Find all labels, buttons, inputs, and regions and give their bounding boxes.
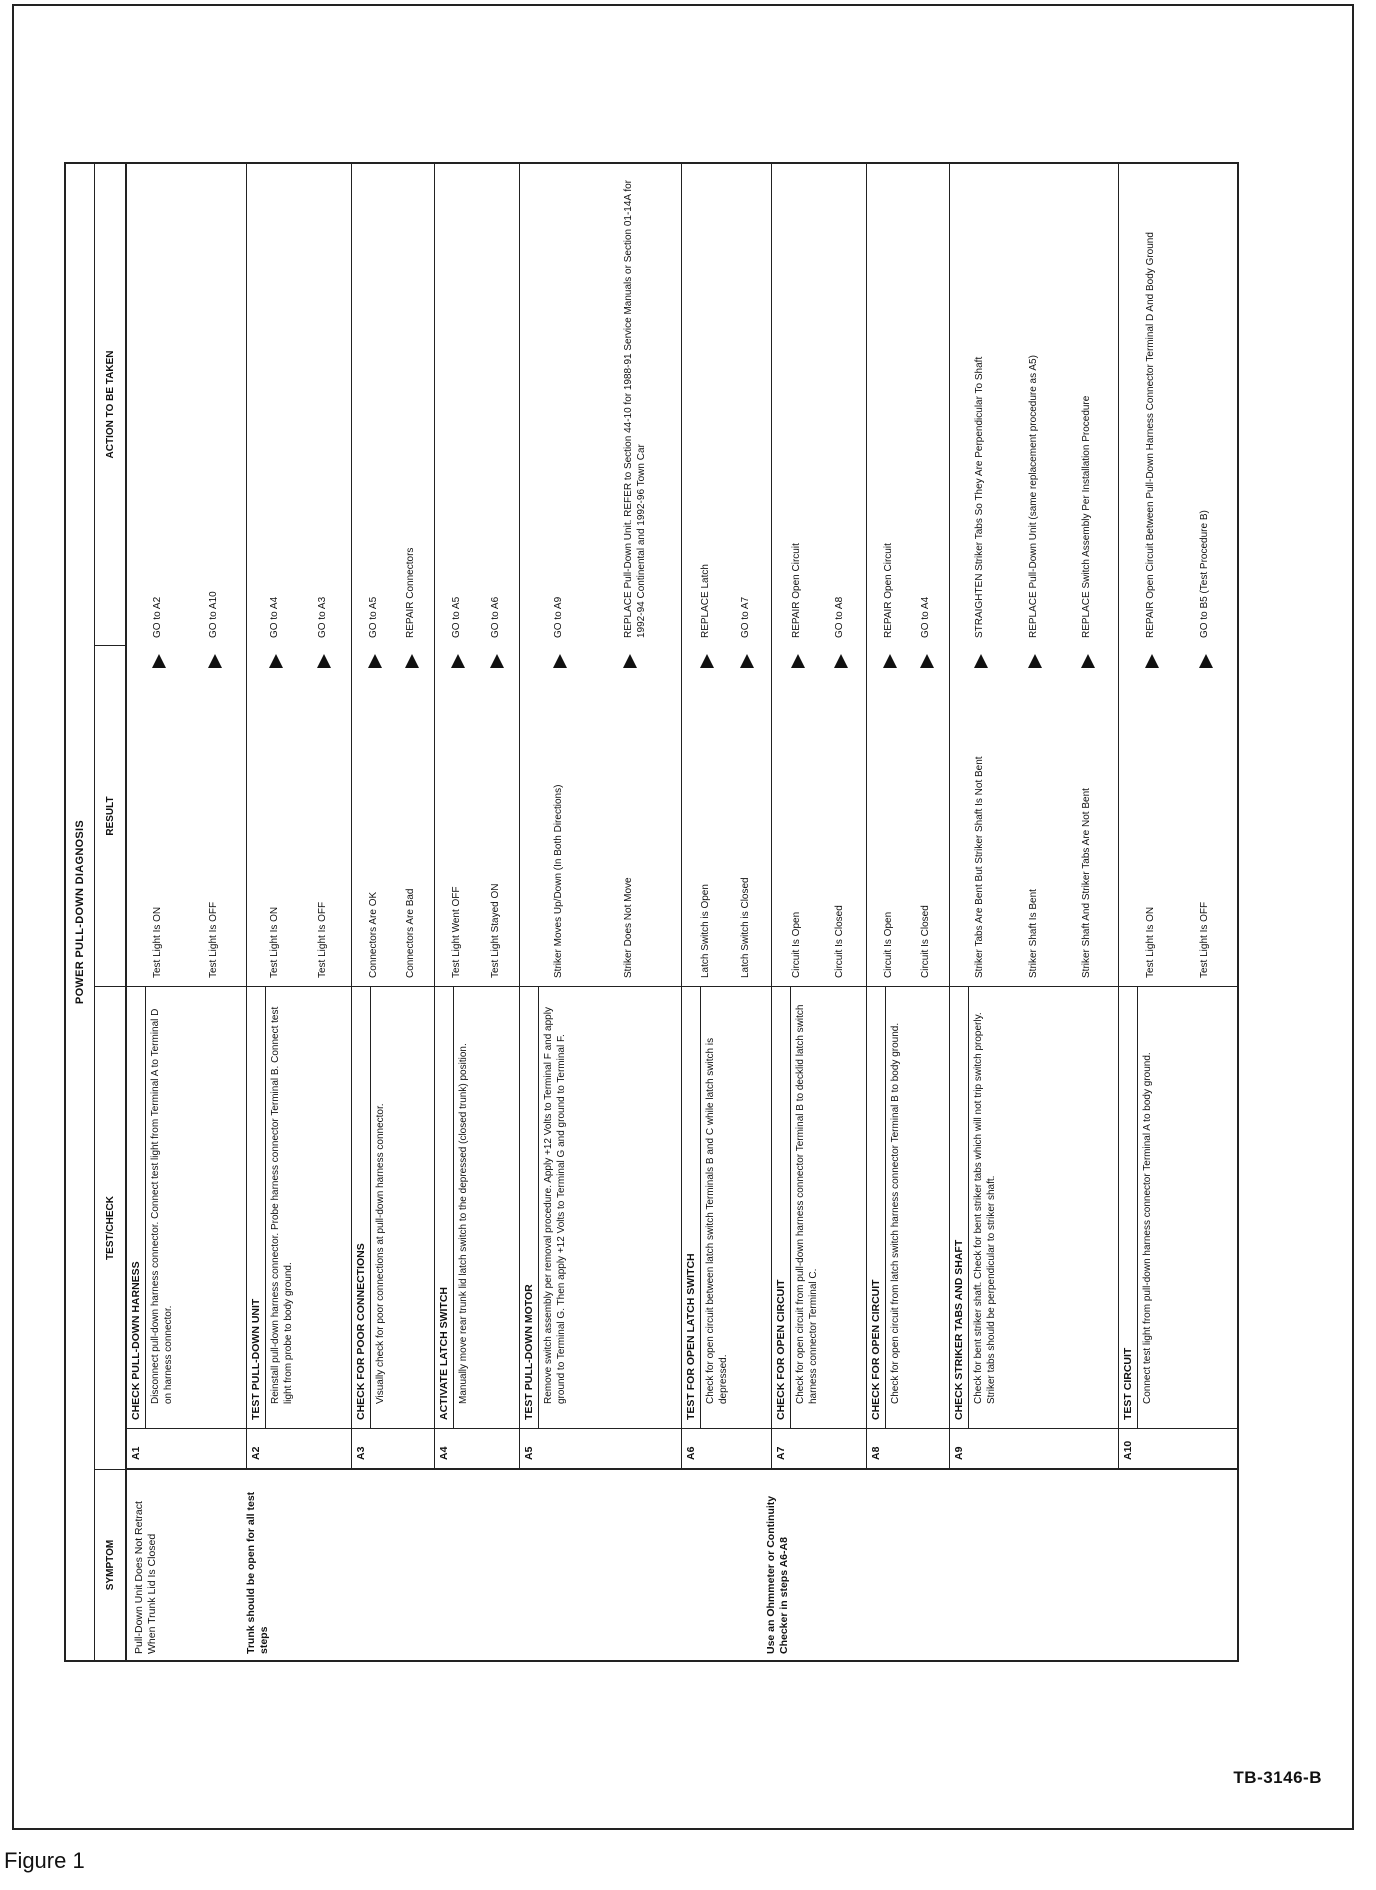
arrow-cell <box>551 646 567 676</box>
step-row <box>950 164 1119 1468</box>
result-action-pair <box>366 164 383 986</box>
arrow-cell <box>918 646 934 676</box>
header-result: RESULT <box>95 645 125 986</box>
step-row <box>682 164 772 1468</box>
result-text: Striker Shaft And Striker Tabs Are Not Bent <box>1081 788 1093 978</box>
arrow-icon <box>623 654 637 668</box>
result-text: Latch Switch is Open <box>699 884 711 978</box>
step-id: A10 <box>1119 1428 1237 1468</box>
step-description: Connect test light from pull-down harness connector Terminal A to body ground. <box>1142 1052 1154 1404</box>
result-text: Circuit Is Open <box>791 911 803 978</box>
arrow-icon <box>834 654 848 668</box>
arrow-cell <box>403 646 419 676</box>
result-text: Connectors Are OK <box>368 891 380 978</box>
result-action-pair <box>621 164 650 986</box>
result-text: Striker Tabs Are Bent But Striker Shaft Is Not Bent <box>974 756 986 978</box>
result-action-cell <box>247 164 351 986</box>
arrow-icon <box>700 654 714 668</box>
step-description: Reinstall pull-down harness connector. Probe harness connector Terminal B. Connect test light from probe to body ground. <box>269 1006 294 1404</box>
symptom-column <box>127 1468 1237 1660</box>
step-row <box>1119 164 1237 1468</box>
arrow-cell <box>206 646 222 676</box>
test-check-cell <box>247 986 351 1428</box>
result-text: Test Light Is ON <box>1144 906 1156 978</box>
test-check-cell <box>682 986 771 1428</box>
step-description: Disconnect pull-down harness connector. Connect test light from Terminal A to Terminal D on harness connector. <box>150 1008 174 1404</box>
result-action-cell <box>520 164 681 986</box>
result-text: Test Light Is ON <box>152 906 164 978</box>
step-title: CHECK STRIKER TABS AND SHAFT <box>950 987 969 1428</box>
action-text: GO to A3 <box>316 596 328 638</box>
result-action-pair <box>1143 164 1160 986</box>
arrow-icon <box>1081 654 1095 668</box>
result-action-cell <box>127 164 246 986</box>
action-text: GO to A2 <box>152 596 164 638</box>
result-text: Circuit Is Open <box>883 911 895 978</box>
step-row <box>352 164 435 1468</box>
header-symptom: SYMPTOM <box>95 1469 125 1660</box>
result-text: Circuit Is Closed <box>834 905 846 978</box>
result-action-pair <box>1197 164 1214 986</box>
step-row <box>867 164 950 1468</box>
step-id: A9 <box>950 1428 1118 1468</box>
action-text: GO to A4 <box>268 596 280 638</box>
step-title: TEST CIRCUIT <box>1119 987 1138 1428</box>
step-title: CHECK FOR POOR CONNECTIONS <box>352 987 371 1428</box>
result-action-pair <box>972 164 989 986</box>
result-text: Striker Shaft Is Bent <box>1027 889 1039 978</box>
step-id: A1 <box>127 1428 246 1468</box>
result-text: Test Light Stayed ON <box>489 883 501 978</box>
step-row <box>772 164 867 1468</box>
result-action-pair <box>789 164 806 986</box>
step-id: A5 <box>520 1428 681 1468</box>
result-action-cell <box>950 164 1118 986</box>
step-description: Remove switch assembly per removal procedure. Apply +12 Volts to Terminal F and apply ground to Terminal G. Then apply +12 Volts to Terminal G and ground to Terminal F. <box>542 1007 567 1404</box>
action-text: REPLACE Pull-Down Unit (same replacement procedure as A5) <box>1027 355 1039 638</box>
arrow-icon <box>883 654 897 668</box>
result-action-pair <box>403 164 420 986</box>
result-action-pair <box>1026 164 1043 986</box>
result-action-cell <box>1119 164 1237 986</box>
result-action-pair <box>918 164 935 986</box>
action-text: STRAIGHTEN Striker Tabs So They Are Perpendicular To Shaft <box>974 356 986 638</box>
result-action-pair <box>881 164 898 986</box>
result-action-cell <box>682 164 771 986</box>
arrow-cell <box>315 646 331 676</box>
arrow-cell <box>1197 646 1213 676</box>
test-check-cell <box>520 986 681 1428</box>
result-text: Test Light Is OFF <box>1199 901 1211 978</box>
step-title: CHECK FOR OPEN CIRCUIT <box>867 987 886 1428</box>
result-text: Test Light Went OFF <box>451 886 463 978</box>
result-action-pair <box>1079 164 1096 986</box>
step-id: A7 <box>772 1428 866 1468</box>
action-text: REPAIR Open Circuit Between Pull-Down Harness Connector Terminal D And Body Ground <box>1144 232 1156 638</box>
step-description: Check for open circuit from pull-down harness connector Terminal B to decklid latch switch harness connector Terminal C. <box>795 1004 819 1404</box>
action-text: REPAIR Open Circuit <box>883 543 895 638</box>
arrow-cell <box>698 646 714 676</box>
arrow-cell <box>789 646 805 676</box>
result-text: Striker Moves Up/Down (In Both Directions) <box>552 784 564 978</box>
arrow-cell <box>1079 646 1095 676</box>
action-text: GO to A9 <box>552 596 564 638</box>
arrow-icon <box>1028 654 1042 668</box>
arrow-icon <box>368 654 382 668</box>
action-text: GO to B5 (Test Procedure B) <box>1199 510 1211 638</box>
result-text: Latch Switch is Closed <box>740 877 752 978</box>
figure-caption: Figure 1 <box>4 1848 85 1873</box>
result-action-pair <box>315 164 332 986</box>
arrow-icon <box>269 654 283 668</box>
result-action-pair <box>150 164 167 986</box>
table-body <box>127 164 1237 1660</box>
arrow-cell <box>1143 646 1159 676</box>
step-title: CHECK FOR OPEN CIRCUIT <box>772 987 791 1428</box>
step-id: A2 <box>247 1428 351 1468</box>
action-text: GO to A5 <box>451 596 463 638</box>
action-text: GO to A10 <box>207 591 219 638</box>
result-action-pair <box>698 164 715 986</box>
arrow-cell <box>1026 646 1042 676</box>
action-text: GO to A4 <box>920 596 932 638</box>
arrow-icon <box>405 654 419 668</box>
arrow-icon <box>1199 654 1213 668</box>
result-action-cell <box>352 164 434 986</box>
arrow-icon <box>208 654 222 668</box>
arrow-cell <box>621 646 637 676</box>
step-title: ACTIVATE LATCH SWITCH <box>435 987 454 1428</box>
test-check-cell <box>1119 986 1237 1428</box>
step-description: Manually move rear trunk lid latch switch to the depressed (closed trunk) position. <box>457 1043 469 1404</box>
result-action-pair <box>488 164 505 986</box>
step-title: TEST FOR OPEN LATCH SWITCH <box>682 987 701 1428</box>
test-check-cell <box>352 986 434 1428</box>
result-action-pair <box>551 164 568 986</box>
symptom-note: Trunk should be open for all test steps <box>245 1491 271 1654</box>
step-row <box>127 164 247 1468</box>
diagnosis-table <box>64 162 1239 1662</box>
action-text: GO to A8 <box>834 596 846 638</box>
step-id: A8 <box>867 1428 949 1468</box>
action-text: GO to A6 <box>489 596 501 638</box>
symptom-text: Pull-Down Unit Does Not Retract When Trunk Lid Is Closed <box>133 1501 159 1654</box>
result-text: Test Light Is OFF <box>207 901 219 978</box>
step-row <box>435 164 520 1468</box>
arrow-cell <box>150 646 166 676</box>
result-text: Striker Does Not Move <box>623 877 634 978</box>
table-header <box>95 164 127 1660</box>
diagnosis-table-rotated <box>64 162 1239 1662</box>
arrow-cell <box>366 646 382 676</box>
arrow-icon <box>451 654 465 668</box>
arrow-icon <box>740 654 754 668</box>
step-id: A4 <box>435 1428 519 1468</box>
step-description: Visually check for poor connections at pull-down harness connector. <box>374 1103 386 1404</box>
result-action-pair <box>738 164 755 986</box>
step-row <box>247 164 352 1468</box>
arrow-cell <box>972 646 988 676</box>
action-text: GO to A5 <box>368 596 380 638</box>
figure-code: TB-3146-B <box>1233 1768 1322 1787</box>
arrow-icon <box>317 654 331 668</box>
arrow-cell <box>488 646 504 676</box>
result-text: Test Light Is ON <box>268 906 280 978</box>
step-title: TEST PULL-DOWN UNIT <box>247 987 266 1428</box>
arrow-icon <box>974 654 988 668</box>
test-check-cell <box>772 986 866 1428</box>
result-action-pair <box>267 164 284 986</box>
result-action-pair <box>832 164 849 986</box>
action-text: GO to A7 <box>740 596 752 638</box>
result-action-pair <box>449 164 466 986</box>
header-test-check: TEST/CHECK <box>95 986 125 1469</box>
arrow-icon <box>553 654 567 668</box>
test-check-cell <box>435 986 519 1428</box>
arrow-cell <box>449 646 465 676</box>
arrow-cell <box>881 646 897 676</box>
result-action-cell <box>435 164 519 986</box>
arrow-icon <box>152 654 166 668</box>
action-text: REPLACE Latch <box>699 564 711 638</box>
arrow-cell <box>267 646 283 676</box>
arrow-icon <box>791 654 805 668</box>
test-check-cell <box>950 986 1118 1428</box>
result-text: Connectors Are Bad <box>404 888 416 978</box>
arrow-icon <box>490 654 504 668</box>
step-id: A6 <box>682 1428 771 1468</box>
arrow-icon <box>920 654 934 668</box>
result-text: Circuit Is Closed <box>920 905 932 978</box>
test-check-cell <box>127 986 246 1428</box>
action-text: REPAIR Open Circuit <box>791 543 803 638</box>
step-description: Check for bent striker shaft. Check for bent striker tabs which will not trip switch properly. Striker tabs should be perpendicular to striker shaft. <box>972 1012 997 1404</box>
action-text: REPAIR Connectors <box>404 547 416 638</box>
step-description: Check for open circuit from latch switch harness connector Terminal B to body ground. <box>890 1022 902 1404</box>
arrow-cell <box>738 646 754 676</box>
result-action-cell <box>772 164 866 986</box>
step-id: A3 <box>352 1428 434 1468</box>
result-text: Test Light Is OFF <box>316 901 328 978</box>
step-title: TEST PULL-DOWN MOTOR <box>520 987 539 1428</box>
symptom-note: Use an Ohmmeter or Continuity Checker in steps A6-A8 <box>765 1495 791 1654</box>
result-action-pair <box>206 164 223 986</box>
action-text: REPLACE Switch Assembly Per Installation Procedure <box>1081 395 1093 638</box>
header-action: ACTION TO BE TAKEN <box>104 350 116 459</box>
step-title: CHECK PULL-DOWN HARNESS <box>127 987 146 1428</box>
action-text: REPLACE Pull-Down Unit. REFER to Section 44-10 for 1988-91 Service Manuals or Section 01-14A for 1992-94 Continental and 1992-96 Town Car <box>623 180 647 638</box>
step-row <box>520 164 682 1468</box>
step-description: Check for open circuit between latch switch Terminals B and C while latch switch is depressed. <box>704 1037 729 1404</box>
test-check-cell <box>867 986 949 1428</box>
result-action-cell <box>867 164 949 986</box>
arrow-cell <box>832 646 848 676</box>
table-title: POWER PULL-DOWN DIAGNOSIS <box>66 164 95 1660</box>
steps-column <box>127 164 1237 1468</box>
arrow-icon <box>1145 654 1159 668</box>
